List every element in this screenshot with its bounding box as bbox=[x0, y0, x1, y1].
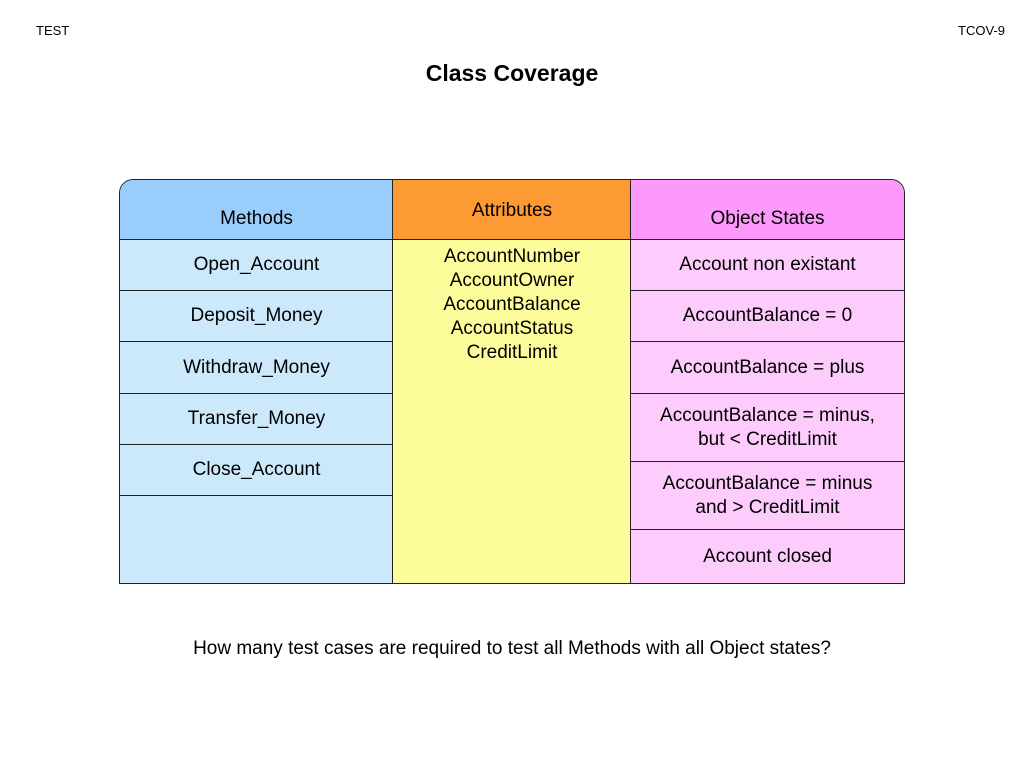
methods-header bbox=[120, 180, 393, 240]
object-states-heading: Object States bbox=[710, 208, 825, 229]
attribute-item: AccountStatus bbox=[450, 318, 574, 339]
slide-number: TCOV-9 bbox=[958, 23, 1005, 38]
methods-heading: Methods bbox=[220, 208, 293, 229]
object-states-header bbox=[631, 180, 904, 240]
attributes-column bbox=[392, 179, 632, 584]
methods-column bbox=[119, 179, 394, 584]
method-cell: Open_Account bbox=[120, 240, 393, 291]
attribute-item: AccountOwner bbox=[449, 270, 575, 291]
state-cell: Account non existant bbox=[631, 240, 904, 291]
state-cell: AccountBalance = minus and > CreditLimit bbox=[631, 462, 904, 530]
attribute-list bbox=[393, 245, 631, 365]
object-states-column bbox=[630, 179, 905, 584]
method-cell-empty bbox=[120, 496, 393, 584]
attribute-item: CreditLimit bbox=[466, 342, 558, 363]
attribute-item: AccountNumber bbox=[443, 246, 581, 267]
method-cell: Deposit_Money bbox=[120, 291, 393, 342]
method-cell: Close_Account bbox=[120, 445, 393, 496]
state-cell: AccountBalance = 0 bbox=[631, 291, 904, 342]
method-cell: Transfer_Money bbox=[120, 394, 393, 445]
state-cell: Account closed bbox=[703, 546, 832, 567]
attribute-item: AccountBalance bbox=[443, 294, 581, 315]
state-cell: AccountBalance = plus bbox=[631, 342, 904, 394]
slide-label: TEST bbox=[36, 23, 70, 38]
attributes-heading: Attributes bbox=[471, 200, 553, 221]
attributes-header bbox=[393, 180, 631, 240]
question-text: How many test cases are required to test all Methods with all Object states? bbox=[193, 638, 831, 659]
slide-title: Class Coverage bbox=[425, 60, 599, 86]
state-cell: AccountBalance = minus, but < CreditLimit bbox=[631, 394, 904, 462]
method-cell: Withdraw_Money bbox=[120, 342, 393, 394]
